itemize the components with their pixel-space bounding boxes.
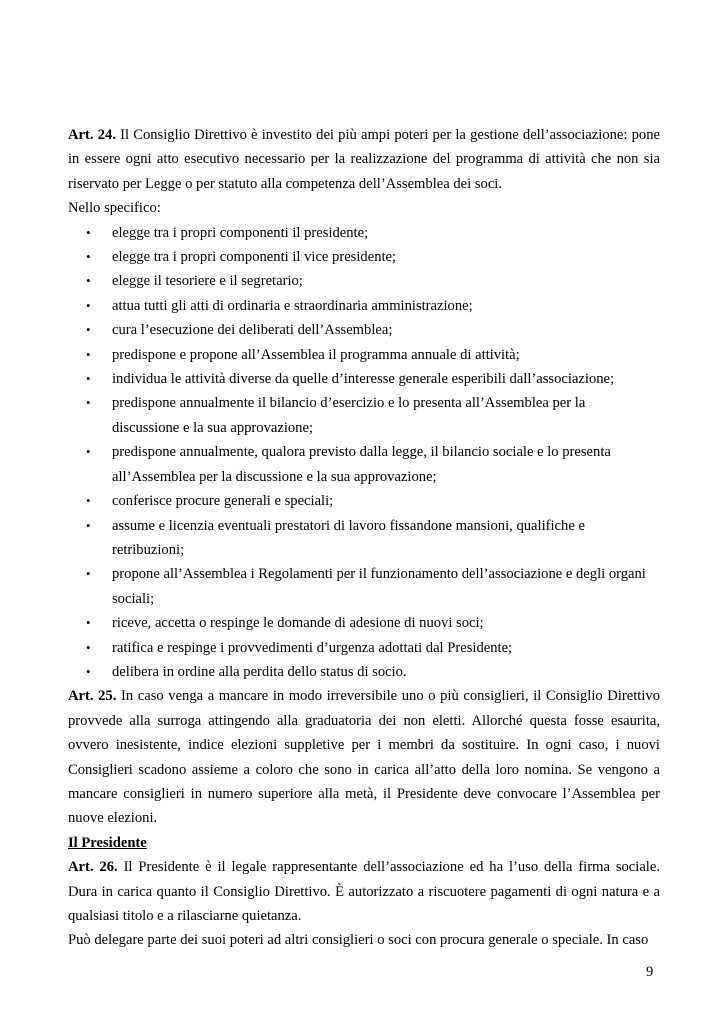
list-item-text: elegge tra i propri componenti il vice presidente; (112, 249, 397, 266)
list-item-text: cura l’esecuzione dei deliberati dell’Assemblea; (112, 322, 393, 339)
list-item-text: attua tutti gli atti di ordinaria e straordinaria amministrazione; (112, 297, 473, 314)
bullet-icon: • (86, 224, 91, 240)
art-25-text: In caso venga a mancare in modo irreversibile uno o più consiglieri, il Consiglio Direttivo provvede alla surroga attingendo alla graduatoria dei non eletti. Allorché questa fosse esaurita, ovvero inesistente, indice elezioni suppletive per i membri da sostituire. In ogni caso, i nuovi Consiglieri scadono assieme a coloro che sono in carica all’atto della loro nomina. Se vengono a mancare consiglieri in numero superiore alla metà, il Presidente deve convocare l’Assemblea per nuove elezioni. (68, 688, 660, 827)
bullet-icon: • (86, 395, 91, 411)
list-item-text: elegge tra i propri componenti il presidente; (112, 224, 369, 241)
list-item-text: riceve, accetta o respinge le domande di adesione di nuovi soci; (112, 615, 484, 632)
bullet-icon: • (86, 371, 91, 387)
art-26-paragraph (68, 855, 660, 928)
list-item (68, 367, 660, 391)
list-item (68, 294, 660, 318)
list-item-text: delibera in ordine alla perdita dello status di socio. (112, 663, 407, 680)
bullet-icon: • (86, 493, 91, 509)
bullet-icon: • (86, 566, 91, 582)
bullet-icon: • (86, 322, 91, 338)
list-item (68, 391, 660, 440)
list-item-text: individua le attività diverse da quelle d’interesse generale esperibili dall’associazione; (112, 371, 615, 388)
list-item-text: elegge il tesoriere e il segretario; (112, 273, 303, 290)
list-item (68, 269, 660, 293)
art-24-paragraph (68, 123, 660, 196)
list-item (68, 562, 660, 611)
art-25-label: Art. 25. (68, 688, 117, 705)
bullet-icon: • (86, 297, 91, 313)
list-item (68, 318, 660, 342)
document-body (68, 123, 660, 953)
bullet-icon: • (86, 517, 91, 533)
list-item-text: propone all’Assemblea i Regolamenti per il funzionamento dell’associazione e degli organi sociali; (112, 566, 646, 607)
bullet-icon: • (86, 639, 91, 655)
list-item (68, 343, 660, 367)
art-25-paragraph (68, 684, 660, 830)
art-24-bullet-list (68, 221, 660, 685)
list-item (68, 489, 660, 513)
list-item-text: assume e licenzia eventuali prestatori di lavoro fissandone mansioni, qualifiche e retribuzioni; (112, 517, 585, 558)
list-item (68, 440, 660, 489)
list-item-text: conferisce procure generali e speciali; (112, 493, 334, 510)
bullet-icon: • (86, 273, 91, 289)
list-item-text: ratifica e respinge i provvedimenti d’urgenza adottati dal Presidente; (112, 639, 513, 656)
bullet-icon: • (86, 663, 91, 679)
art-26-text: Il Presidente è il legale rappresentante dell’associazione ed ha l’uso della firma sociale. Dura in carica quanto il Consiglio Direttivo. È autorizzato a riscuotere pagamenti di ogni natura e a qualsiasi titolo e a rilasciarne quietanza. (68, 859, 660, 924)
bullet-icon: • (86, 346, 91, 362)
list-item-text: predispone e propone all’Assemblea il programma annuale di attività; (112, 346, 520, 363)
art-24-text: Il Consiglio Direttivo è investito dei più ampi poteri per la gestione dell’associazione: pone in essere ogni atto esecutivo necessario per la realizzazione del programma di attività che non sia riservato per Legge o per statuto alla competenza dell’Assemblea dei soci. (68, 127, 660, 192)
list-item (68, 636, 660, 660)
bullet-icon: • (86, 615, 91, 631)
section-heading-presidente: Il Presidente (68, 834, 147, 851)
bullet-icon: • (86, 249, 91, 265)
art-26-label: Art. 26. (68, 859, 118, 876)
list-item (68, 514, 660, 563)
art-24-label: Art. 24. (68, 127, 116, 143)
list-item-text: predispone annualmente il bilancio d’esercizio e lo presenta all’Assemblea per la discussione e la sua approvazione; (112, 395, 586, 436)
list-item (68, 221, 660, 245)
page-number: 9 (646, 964, 654, 980)
art-24-intro: Nello specifico: (68, 200, 161, 217)
list-item-text: predispone annualmente, qualora previsto dalla legge, il bilancio sociale e lo presenta all’Assemblea per la discussione e la sua approvazione; (112, 444, 611, 485)
list-item (68, 245, 660, 269)
list-item (68, 611, 660, 635)
art-26-continuation: Può delegare parte dei suoi poteri ad altri consiglieri o soci con procura generale o speciale. In caso (68, 932, 649, 949)
list-item (68, 660, 660, 684)
bullet-icon: • (86, 444, 91, 460)
